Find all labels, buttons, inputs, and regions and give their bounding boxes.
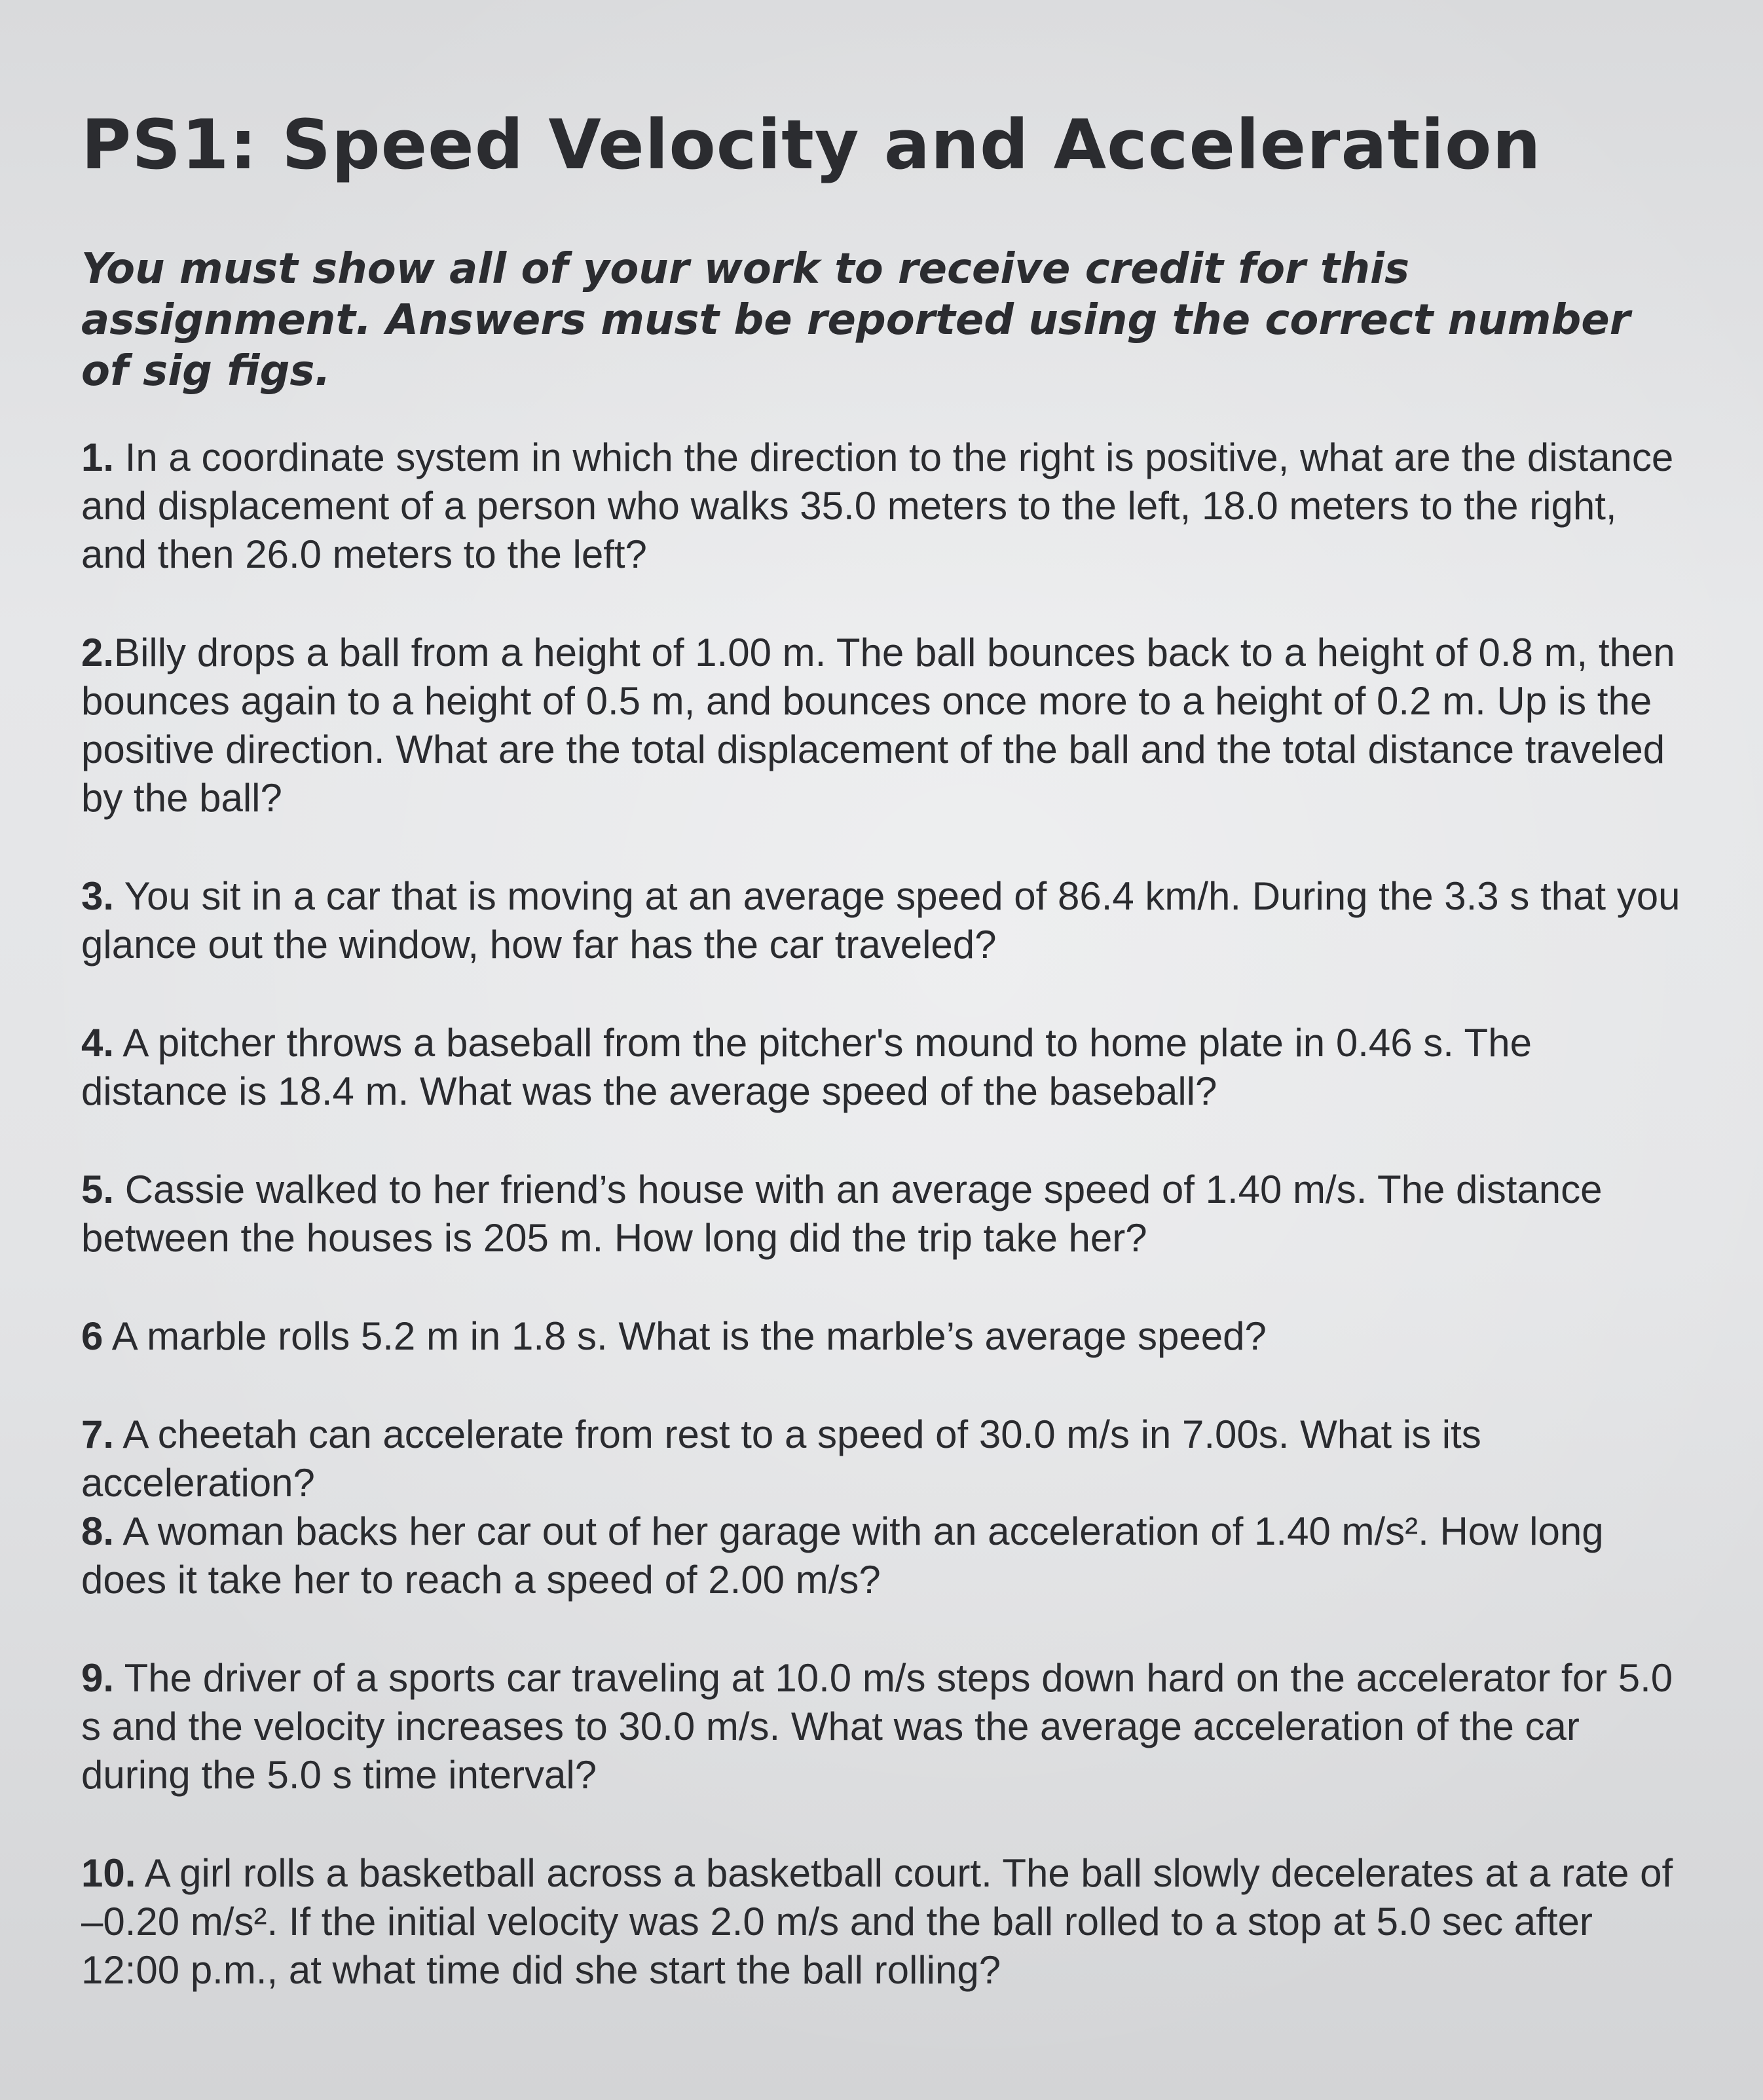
question-number: 3. (81, 874, 115, 918)
question-2 (81, 629, 1684, 822)
question-1 (81, 433, 1684, 579)
question-text: A girl rolls a basketball across a basketball court. The ball slowly decelerates at a rate of –0.20 m/s². If the initial velocity was 2.0 m/s and the ball rolled to a stop at 5.0 sec after 12:00 p.m., at what time did she start the ball rolling? (81, 1851, 1673, 1992)
question-6 (81, 1312, 1684, 1361)
page-title: PS1: Speed Velocity and Acceleration (81, 105, 1542, 185)
question-number: 1. (81, 435, 115, 479)
question-number: 4. (81, 1021, 115, 1065)
question-list (81, 433, 1684, 1995)
question-3 (81, 872, 1684, 969)
question-text: Billy drops a ball from a height of 1.00 m. The ball bounces back to a height of 0.8 m, then bounces again to a height of 0.5 m, and bounces once more to a height of 0.2 m. Up is the positive direction. What are the total displacement of the ball and the total distance traveled by the ball? (81, 631, 1675, 820)
question-number: 8. (81, 1509, 115, 1553)
question-text: Cassie walked to her friend’s house with an average speed of 1.40 m/s. The distance between the houses is 205 m. How long did the trip take her? (81, 1168, 1603, 1260)
question-text: A cheetah can accelerate from rest to a speed of 30.0 m/s in 7.00s. What is its acceleration? (81, 1412, 1481, 1505)
question-7 (81, 1410, 1684, 1507)
question-text: A pitcher throws a baseball from the pitcher's mound to home plate in 0.46 s. The distance is 18.4 m. What was the average speed of the baseball? (81, 1021, 1532, 1113)
question-text: In a coordinate system in which the direction to the right is positive, what are the distance and displacement of a person who walks 35.0 meters to the left, 18.0 meters to the right, and then 26.0 meters to the left? (81, 435, 1674, 576)
question-5 (81, 1166, 1684, 1262)
question-number: 7. (81, 1412, 115, 1456)
question-10 (81, 1849, 1684, 1995)
instructions: You must show all of your work to receive credit for this assignment. Answers must be reported using the correct number of sig figs. (81, 245, 1631, 396)
question-text: A woman backs her car out of her garage with an acceleration of 1.40 m/s². How long does it take her to reach a speed of 2.00 m/s? (81, 1509, 1604, 1602)
question-9 (81, 1654, 1684, 1799)
question-number: 5. (81, 1168, 115, 1211)
question-text: The driver of a sports car traveling at 10.0 m/s steps down hard on the accelerator for 5.0 s and the velocity increases to 30.0 m/s. What was the average acceleration of the car during the 5.0 s time interval? (81, 1656, 1673, 1797)
question-4 (81, 1019, 1684, 1116)
question-text: A marble rolls 5.2 m in 1.8 s. What is the marble’s average speed? (103, 1314, 1267, 1358)
question-text: You sit in a car that is moving at an average speed of 86.4 km/h. During the 3.3 s that you glance out the window, how far has the car traveled? (81, 874, 1680, 967)
question-number: 10. (81, 1851, 136, 1895)
question-number: 9. (81, 1656, 115, 1700)
question-8 (81, 1507, 1684, 1604)
question-number: 2. (81, 631, 115, 674)
question-number: 6 (81, 1314, 103, 1358)
